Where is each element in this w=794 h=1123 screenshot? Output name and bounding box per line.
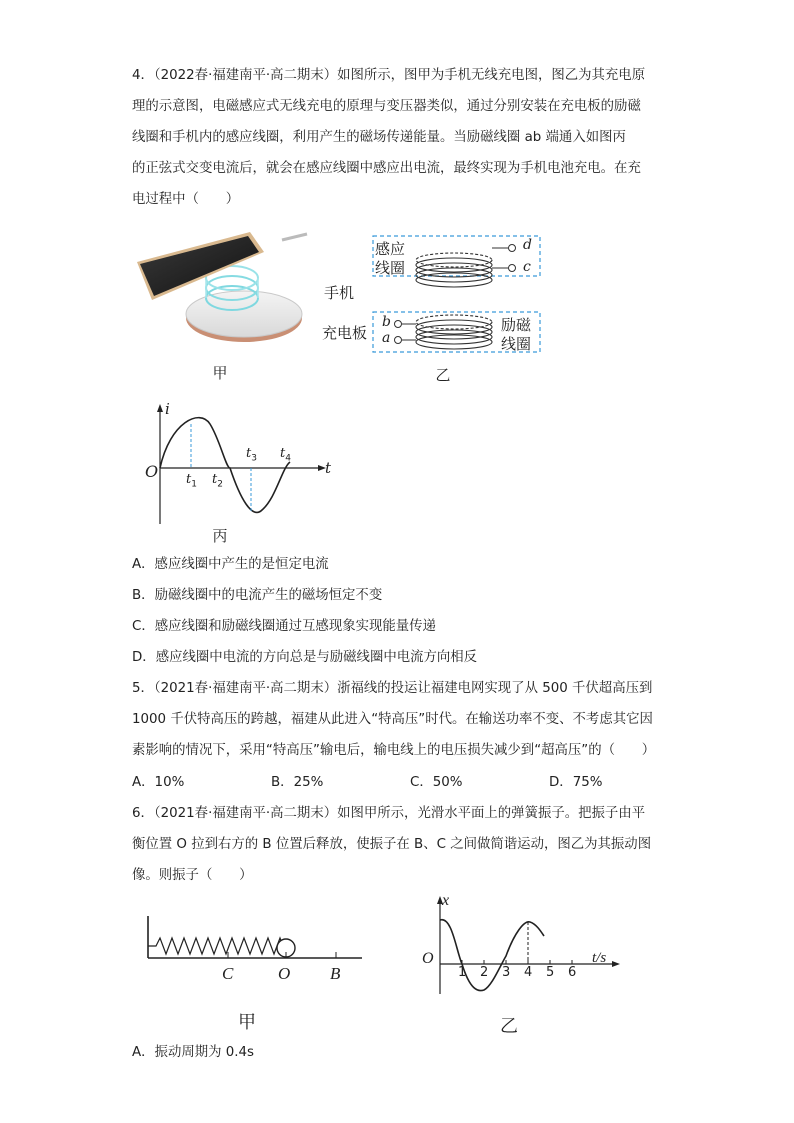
q4-line-5: 电过程中（ ） — [132, 192, 240, 207]
tick-5: 5 — [546, 965, 555, 980]
q5-line-2: 1000 千伏特高压的跨越，福建从此进入“特高压”时代。在输送功率不变、不考虑其它因 — [132, 712, 653, 727]
q4-fig-bing-caption: 丙 — [212, 527, 228, 545]
q5-line-1: 5．（2021春·福建南平·高二期末）浙福线的投运让福建电网实现了从 500 千伏超高压到 — [132, 681, 653, 696]
terminal-c: c — [523, 259, 531, 275]
q4-option-a: A．感应线圈中产生的是恒定电流 — [132, 557, 329, 572]
q5-line-3: 素影响的情况下，采用“特高压”输电后，输电线上的电压损失减少到“超高压”的（ ） — [132, 743, 656, 758]
axis-i-label: i — [165, 400, 170, 418]
axis-x-label: x — [442, 892, 450, 909]
point-b-label: B — [330, 964, 341, 983]
q4-option-d: D．感应线圈中电流的方向总是与励磁线圈中电流方向相反 — [132, 650, 478, 665]
sensing-coil-label-1: 感应 — [375, 240, 406, 258]
axis-t-unit-label: t/s — [592, 950, 607, 966]
origin-o-label-2: O — [422, 950, 434, 967]
current-graph-drawing — [140, 402, 340, 526]
sensing-coil-label-2: 线圈 — [375, 259, 406, 277]
q4-fig-yi-caption: 乙 — [435, 366, 451, 384]
q6-line-1: 6．（2021春·福建南平·高二期末）如图甲所示，光滑水平面上的弹簧振子。把振子由平 — [132, 806, 646, 821]
phone-label: 手机 — [324, 284, 355, 302]
origin-o-label: O — [145, 462, 159, 481]
axis-t-label: t — [325, 459, 332, 477]
current-graph — [140, 402, 340, 526]
spring-oscillator-diagram — [144, 912, 374, 992]
tick-6: 6 — [568, 965, 577, 980]
point-o-label: O — [278, 964, 291, 983]
q4-line-4: 的正弦式交变电流后，就会在感应线圈中感应出电流，最终实现为手机电池充电。在充 — [132, 161, 641, 176]
excitation-coil-label-1: 励磁 — [501, 316, 532, 334]
tick-t4: $t_4$ — [280, 446, 291, 464]
q6-fig-jia-caption: 甲 — [238, 1012, 256, 1033]
q5-option-c: C．50% — [410, 775, 463, 790]
q6-line-3: 像。则振子（ ） — [132, 868, 253, 883]
tick-1: 1 — [458, 965, 467, 980]
q5-option-d: D．75% — [549, 775, 603, 790]
terminal-d: d — [523, 237, 532, 253]
tick-t1: $t_1$ — [186, 472, 197, 490]
q4-line-3: 线圈和手机内的感应线圈，利用产生的磁场传递能量。当励磁线圈 ab 端通入如图丙 — [132, 130, 626, 145]
displacement-graph — [418, 894, 628, 998]
tick-4: 4 — [524, 965, 533, 980]
point-c-label: C — [222, 964, 234, 983]
pad-label: 充电板 — [322, 324, 368, 342]
excitation-coil-label-2: 线圈 — [501, 335, 532, 353]
q4-line-1: 4．（2022春·福建南平·高二期末）如图所示，图甲为手机无线充电图，图乙为其充电原 — [132, 68, 646, 83]
tick-t3: $t_3$ — [246, 446, 257, 464]
q4-option-c: C．感应线圈和励磁线圈通过互感现象实现能量传递 — [132, 619, 436, 634]
q5-option-a: A．10% — [132, 775, 185, 790]
tick-3: 3 — [502, 965, 511, 980]
q4-line-2: 理的示意图，电磁感应式无线充电的原理与变压器类似，通过分别安装在充电板的励磁 — [132, 99, 641, 114]
q5-option-b: B．25% — [271, 775, 324, 790]
tick-t2: $t_2$ — [212, 472, 223, 490]
q6-fig-yi-caption: 乙 — [500, 1016, 518, 1037]
q6-line-2: 衡位置 O 拉到右方的 B 位置后释放，使振子在 B、C 之间做简谐运动，图乙为其振动图 — [132, 837, 652, 852]
q4-option-b: B．励磁线圈中的电流产生的磁场恒定不变 — [132, 588, 383, 603]
q4-fig-jia-caption: 甲 — [212, 364, 228, 382]
tick-2: 2 — [480, 965, 489, 980]
q6-option-a: A．振动周期为 0.4s — [132, 1045, 255, 1060]
charger-photo — [132, 222, 312, 352]
coil-diagram — [318, 226, 548, 356]
terminal-a: a — [382, 330, 391, 346]
displacement-graph-drawing — [418, 894, 628, 998]
terminal-b: b — [382, 314, 391, 330]
